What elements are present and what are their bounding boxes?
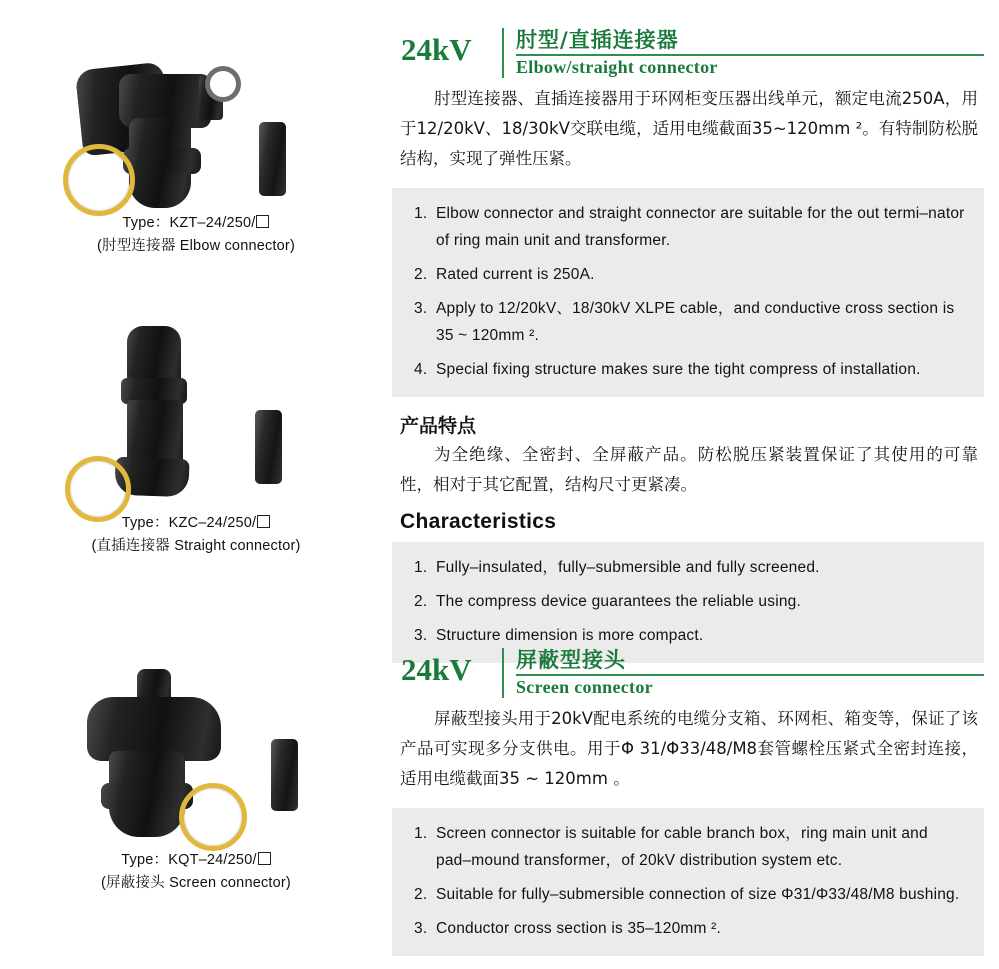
list-item: Screen connector is suitable for cable branch box，ring main unit and pad–mound transformer，of 20kV distribution system etc. xyxy=(436,825,928,869)
elbow-gold-ring xyxy=(63,144,135,216)
list-item: Fully–insulated，fully–submersible and fully screened. xyxy=(436,559,820,576)
product-block-screen xyxy=(0,655,392,892)
list-item: Elbow connector and straight connector are suitable for the out termi–nator of ring main unit and transformer. xyxy=(436,205,965,249)
elbow-lug-ring xyxy=(205,66,241,102)
straight-connector-photo xyxy=(31,318,361,508)
list-item: Suitable for fully–submersible connection of size Φ31/Φ33/48/M8 bushing. xyxy=(436,886,960,903)
elbow-connector-photo xyxy=(31,18,361,208)
screen-connector-photo xyxy=(31,655,361,845)
features-title-en: Characteristics xyxy=(400,510,557,533)
product-type-label xyxy=(0,211,392,232)
product-type-text: Type：KQT–24/250/ xyxy=(121,852,257,868)
list-item: Rated current is 250A. xyxy=(436,266,595,283)
header-vertical-rule xyxy=(502,648,504,698)
screen-body-collar xyxy=(101,783,193,809)
blank-square-icon xyxy=(256,215,269,228)
features-paragraph-cn: 为全绝缘、全密封、全屏蔽产品。防松脱压紧装置保证了其使用的可靠性，相对于其它配置，结构尺寸更紧凑。 xyxy=(400,445,978,494)
section-en-list-box xyxy=(392,188,984,397)
list-item: Special fixing structure makes sure the tight compress of installation. xyxy=(436,361,921,378)
product-type-label xyxy=(0,511,392,532)
section-title-en: Elbow/straight connector xyxy=(516,57,718,77)
section-title-cn: 屏蔽型接头 xyxy=(516,648,626,672)
blank-square-icon xyxy=(258,852,271,865)
content-column xyxy=(392,0,999,969)
voltage-rating: 24kV xyxy=(401,32,472,67)
product-block-elbow xyxy=(0,18,392,255)
header-horizontal-rule xyxy=(516,54,984,56)
screen-gold-ring xyxy=(179,783,247,851)
product-sub-label: (肘型连接器 Elbow connector) xyxy=(97,238,295,254)
en-feature-list xyxy=(410,820,966,942)
section-elbow-straight-connector xyxy=(392,22,984,663)
section-en-list-box xyxy=(392,808,984,956)
product-sub-label: (直插连接器 Straight connector) xyxy=(91,538,301,554)
product-sub-label: (屏蔽接头 Screen connector) xyxy=(101,875,291,891)
screen-plug-part xyxy=(271,739,298,811)
product-block-straight xyxy=(0,318,392,555)
header-horizontal-rule xyxy=(516,674,984,676)
section-paragraph-cn: 肘型连接器、直插连接器用于环网柜变压器出线单元，额定电流250A，用于12/20kV、18/30kV交联电缆，适用电缆截面35~120mm ²。有特制防松脱结构，实现了弹性压紧。 xyxy=(400,89,978,168)
section-title-en: Screen connector xyxy=(516,677,653,697)
section-title-cn: 肘型/直插连接器 xyxy=(516,28,679,52)
list-item: Conductor cross section is 35–120mm ². xyxy=(436,920,721,937)
list-item: Structure dimension is more compact. xyxy=(436,627,704,644)
elbow-body-collar xyxy=(123,148,201,174)
list-item: Apply to 12/20kV、18/30kV XLPE cable，and conductive cross section is 35 ~ 120mm ². xyxy=(436,300,955,344)
section-header xyxy=(392,642,984,704)
features-title-cn: 产品特点 xyxy=(400,415,477,437)
product-type-text: Type：KZC–24/250/ xyxy=(121,515,257,531)
straight-plug-part xyxy=(255,410,282,484)
list-item: The compress device guarantees the reliable using. xyxy=(436,593,801,610)
product-type-label xyxy=(0,848,392,869)
section-screen-connector xyxy=(392,642,984,956)
product-image-column xyxy=(0,0,392,969)
section-paragraph-cn: 屏蔽型接头用于20kV配电系统的电缆分支箱、环网柜、箱变等，保证了该产品可实现多分支供电。用于Φ 31/Φ33/48/M8套管螺栓压紧式全密封连接，适用电缆截面35 ~ 120mm 。 xyxy=(400,709,978,788)
en-feature-list xyxy=(410,200,966,383)
product-type-text: Type：KZT–24/250/ xyxy=(122,215,256,231)
voltage-rating: 24kV xyxy=(401,652,472,687)
en-characteristics-list xyxy=(410,554,966,649)
straight-gold-ring xyxy=(65,456,131,522)
section-header xyxy=(392,22,984,84)
blank-square-icon xyxy=(257,515,270,528)
elbow-plug-part xyxy=(259,122,286,196)
header-vertical-rule xyxy=(502,28,504,78)
